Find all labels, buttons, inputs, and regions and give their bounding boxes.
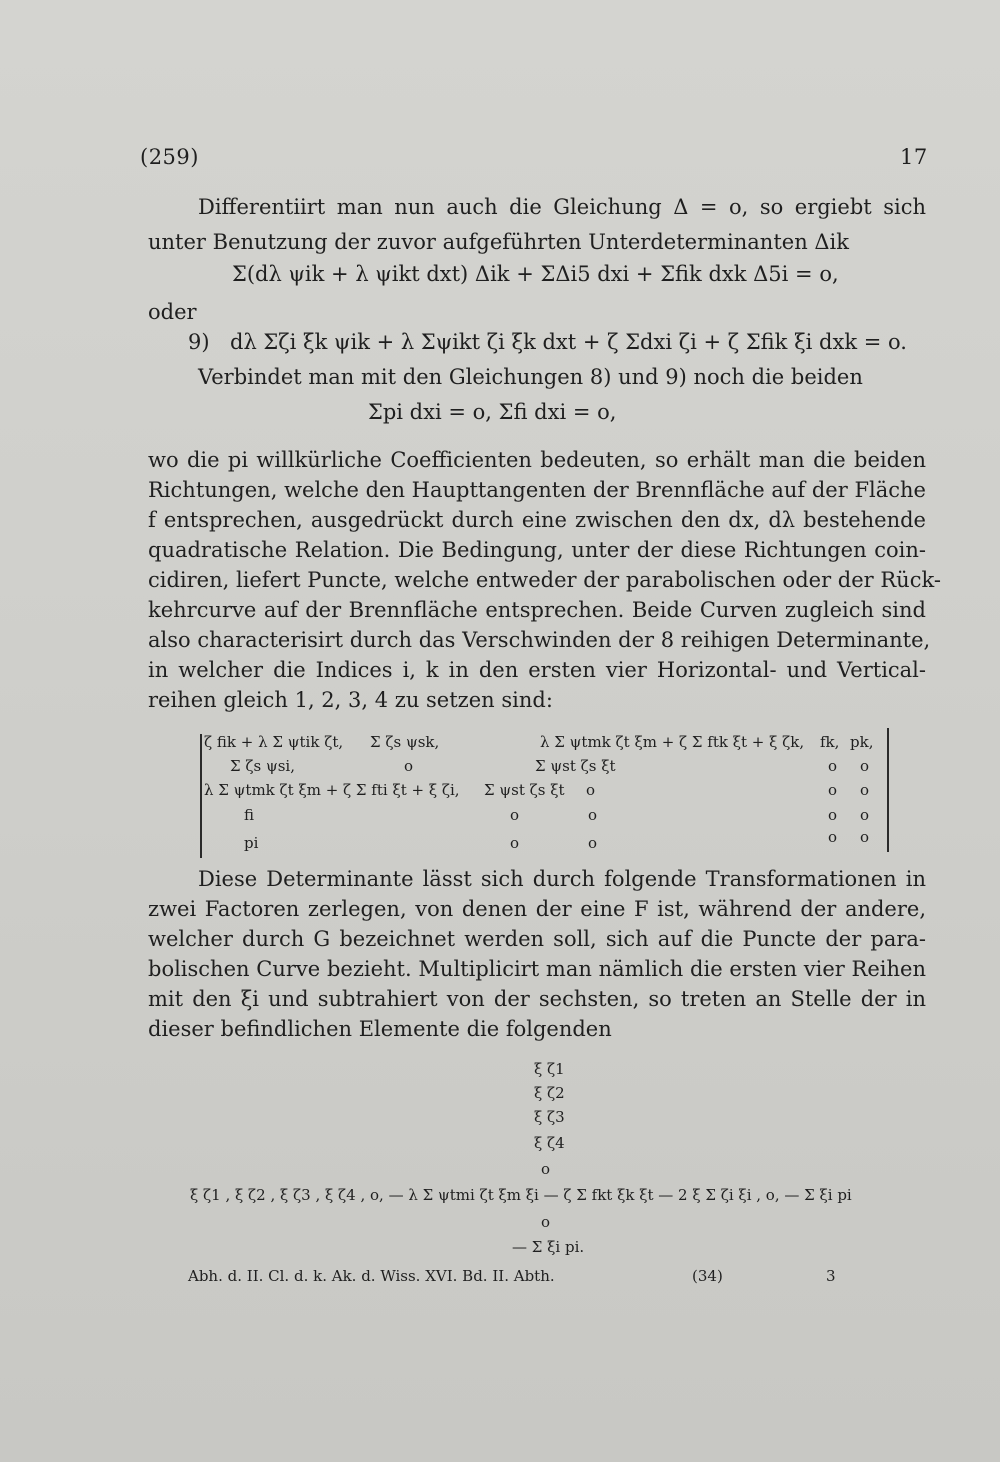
element-column-item: o: [541, 1213, 551, 1231]
page-number-right: 17: [900, 145, 928, 169]
determinant-bar-right: [887, 728, 889, 852]
element-row: ξ ζ1 , ξ ζ2 , ξ ζ3 , ξ ζ4 , o, — λ Σ ψtmi ζt ξm ξi — ζ Σ fkt ξk ξt — 2 ξ Σ ζi ξi , o, — Σ ξi pi: [190, 1186, 852, 1204]
body-line: Diese Determinante lässt sich durch folgende Transformationen in: [198, 867, 926, 891]
body-line: kehrcurve auf der Brennfläche entsprechen. Beide Curven zugleich sind: [148, 598, 926, 622]
body-line: Verbindet man mit den Gleichungen 8) und 9) noch die beiden: [198, 365, 863, 389]
body-line: wo die pi willkürliche Coefficienten bedeuten, so erhält man die beiden: [148, 448, 926, 472]
determinant-cell: Σ ζs ψsk,: [370, 733, 440, 751]
determinant-cell: fk,: [820, 733, 840, 751]
element-column-item: ξ ζ2: [534, 1084, 565, 1102]
body-line: unter Benutzung der zuvor aufgeführten Unterdeterminanten Δik: [148, 230, 849, 254]
body-line: welcher durch G bezeichnet werden soll, sich auf die Puncte der para-: [148, 927, 926, 951]
equation-9-label: 9): [188, 330, 210, 354]
body-line: f entsprechen, ausgedrückt durch eine zwischen den dx, dλ bestehende: [148, 508, 926, 532]
element-column-item: o: [541, 1160, 551, 1178]
determinant-cell: Σ ψst ζs ξt: [535, 757, 616, 775]
determinant-cell: λ Σ ψtmk ζt ξm + ζ Σ ftk ξt + ξ ζk,: [540, 733, 805, 751]
footer-sheet-number: (34): [692, 1267, 723, 1285]
determinant-cell: o: [404, 757, 414, 775]
determinant-cell: o: [510, 806, 520, 824]
body-line: zwei Factoren zerlegen, von denen der eine F ist, während der andere,: [148, 897, 926, 921]
determinant-cell: o: [860, 781, 870, 799]
determinant-cell: pk,: [850, 733, 874, 751]
determinant-cell: ζ fik + λ Σ ψtik ζt,: [204, 733, 344, 751]
determinant-cell: fi: [244, 806, 255, 824]
element-column-item: — Σ ξi pi.: [512, 1238, 585, 1256]
determinant-cell: o: [828, 757, 838, 775]
page-number-left: (259): [140, 145, 199, 169]
determinant-cell: Σ ζs ψsi,: [230, 757, 295, 775]
determinant-cell: o: [586, 781, 596, 799]
body-line: dieser befindlichen Elemente die folgenden: [148, 1017, 612, 1041]
determinant-cell: o: [860, 806, 870, 824]
determinant-cell: o: [828, 828, 838, 846]
body-line: Richtungen, welche den Haupttangenten der Brennfläche auf der Fläche: [148, 478, 926, 502]
body-line: Differentiirt man nun auch die Gleichung Δ = o, so ergiebt sich: [198, 195, 926, 219]
body-line: quadratische Relation. Die Bedingung, unter der diese Richtungen coin-: [148, 538, 926, 562]
determinant-cell: Σ ψst ζs ξt: [484, 781, 565, 799]
element-column-item: ξ ζ1: [534, 1060, 565, 1078]
equation-1: Σ(dλ ψik + λ ψikt dxt) Δik + ΣΔi5 dxi + Σfik dxk Δ5i = o,: [232, 262, 839, 286]
determinant-cell: o: [860, 757, 870, 775]
determinant-cell: pi: [244, 834, 259, 852]
element-column-item: ξ ζ3: [534, 1108, 565, 1126]
body-line: bolischen Curve bezieht. Multiplicirt man nämlich die ersten vier Reihen: [148, 957, 926, 981]
determinant-cell: λ Σ ψtmk ζt ξm + ζ Σ fti ξt + ξ ζi,: [204, 781, 460, 799]
determinant-cell: o: [588, 834, 598, 852]
footer-signature: 3: [826, 1267, 836, 1285]
equation-2: Σpi dxi = o, Σfi dxi = o,: [368, 400, 617, 424]
body-line: cidiren, liefert Puncte, welche entweder der parabolischen oder der Rück-: [148, 568, 941, 592]
determinant-cell: o: [860, 828, 870, 846]
body-line: reihen gleich 1, 2, 3, 4 zu setzen sind:: [148, 688, 553, 712]
body-line: also characterisirt durch das Verschwinden der 8 reihigen Determinante,: [148, 628, 931, 652]
determinant-cell: o: [588, 806, 598, 824]
body-line: in welcher die Indices i, k in den ersten vier Horizontal- und Vertical-: [148, 658, 926, 682]
determinant-cell: o: [828, 781, 838, 799]
element-column-item: ξ ζ4: [534, 1134, 565, 1152]
oder-word: oder: [148, 300, 197, 324]
determinant-cell: o: [510, 834, 520, 852]
body-line: mit den ξi und subtrahiert von der sechsten, so treten an Stelle der in: [148, 987, 926, 1011]
determinant-bar-left: [200, 734, 202, 858]
determinant-cell: o: [828, 806, 838, 824]
footer-citation: Abh. d. II. Cl. d. k. Ak. d. Wiss. XVI. Bd. II. Abth.: [188, 1267, 555, 1285]
equation-9: dλ Σζi ξk ψik + λ Σψikt ζi ξk dxt + ζ Σdxi ζi + ζ Σfik ξi dxk = o.: [230, 330, 907, 354]
